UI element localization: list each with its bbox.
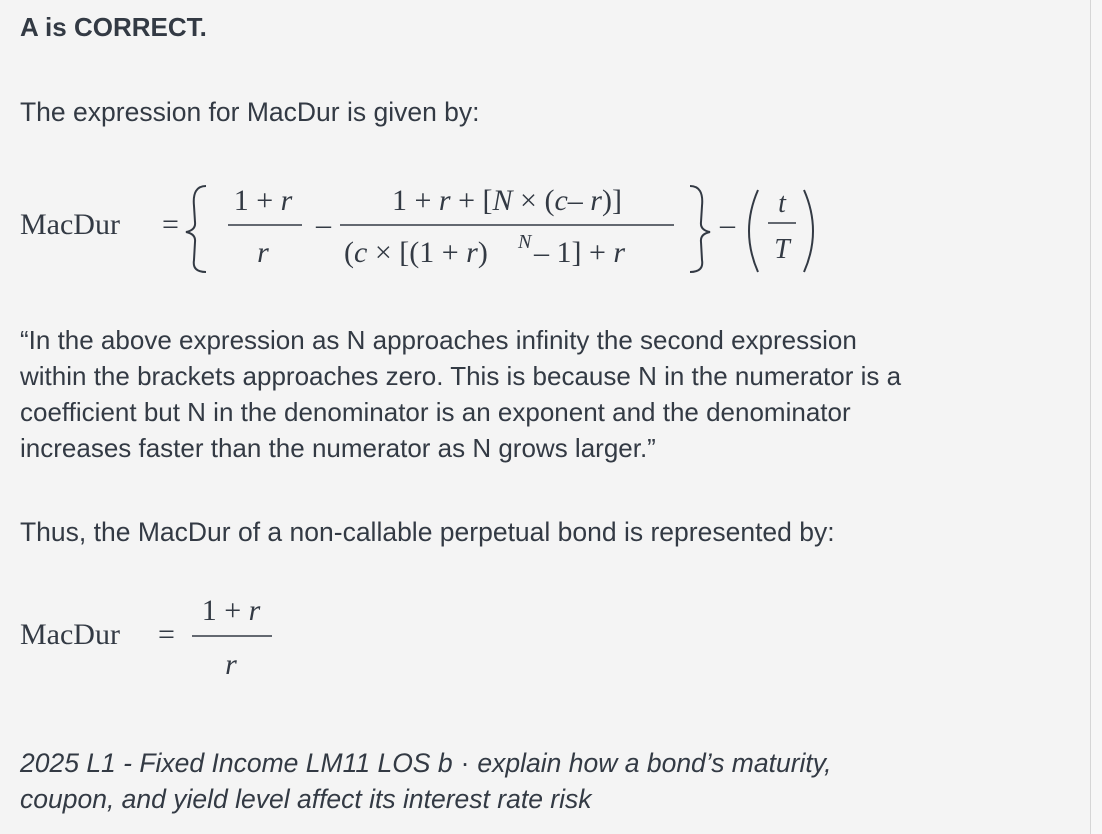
formula1-minus-2: – [720, 208, 735, 241]
formula1-equals: = [162, 208, 179, 241]
term2-numerator: 1 + r + [N × (c– r)] [392, 184, 622, 217]
macdur-full-formula-svg [10, 168, 870, 278]
separator-dot: · [460, 748, 470, 778]
formula1-minus: – [316, 208, 331, 241]
right-paren [804, 190, 813, 272]
left-brace [186, 186, 206, 272]
los-description-part-2: coupon, and yield level affect its interest rate risk [20, 784, 592, 814]
quoted-explanation [20, 322, 901, 466]
conclusion-paragraph: Thus, the MacDur of a non-callable perpetual bond is represented by: [20, 517, 835, 547]
formula1-lhs: MacDur [20, 208, 120, 241]
quote-line: coefficient but N in the denominator is an exponent and the denominator [20, 397, 851, 427]
quote-line: “In the above expression as N approaches infinity the second expression [20, 325, 857, 355]
answer-verdict: A is CORRECT. [20, 12, 207, 42]
macdur-perpetual-formula-svg [10, 590, 410, 690]
term1-numerator: 1 + r [233, 184, 293, 217]
t-denominator: T [774, 234, 790, 265]
right-brace [690, 186, 710, 272]
scrollbar-track[interactable] [1091, 0, 1102, 834]
intro-paragraph: The expression for MacDur is given by: [20, 97, 480, 127]
term2-denominator-exponent: N [518, 231, 532, 253]
source-line-1 [20, 745, 831, 781]
macdur-perpetual-formula [10, 590, 870, 690]
formula2-denominator: r [225, 648, 237, 681]
quote-line: within the brackets approaches zero. This is because N in the numerator is a [20, 361, 902, 391]
left-paren [749, 190, 758, 272]
quote-line: increases faster than the numerator as N grows larger.” [20, 433, 656, 463]
macdur-full-formula [10, 168, 870, 278]
formula2-numerator: 1 + r [201, 594, 261, 627]
t-numerator: t [778, 188, 786, 219]
term1-denominator: r [257, 236, 269, 269]
term2-denominator-tail: – 1] + r [534, 236, 626, 269]
formula2-equals: = [158, 618, 175, 651]
formula2-lhs: MacDur [20, 618, 120, 651]
los-description-part-1: explain how a bond’s maturity, [477, 748, 832, 778]
los-reference: 2025 L1 - Fixed Income LM11 LOS b [20, 748, 453, 778]
source-reference [20, 745, 831, 817]
term2-denominator-main: (c × [(1 + r) [344, 236, 488, 269]
